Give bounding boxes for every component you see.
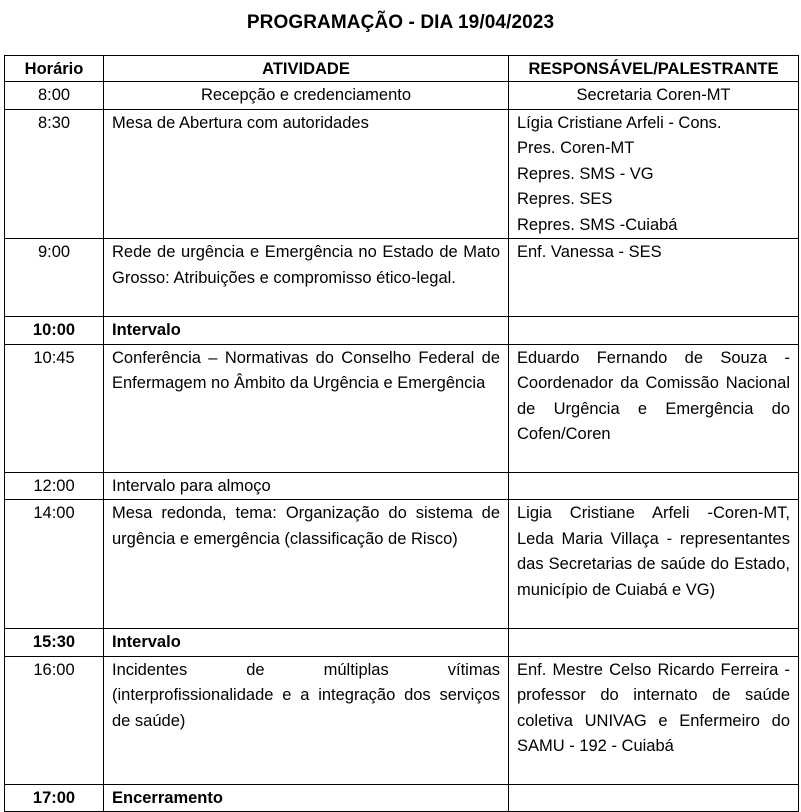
header-activity: ATIVIDADE <box>104 56 509 82</box>
table-row <box>5 239 799 317</box>
row-time: 10:45 <box>5 344 104 472</box>
row-responsible: Enf. Vanessa - SES <box>509 239 799 317</box>
table-header-row <box>5 56 799 82</box>
row-responsible: Secretaria Coren-MT <box>509 82 799 110</box>
schedule-table <box>4 55 799 812</box>
page-title: PROGRAMAÇÃO - DIA 19/04/2023 <box>246 12 555 33</box>
header-time: Horário <box>5 56 104 82</box>
row-responsible <box>509 629 799 657</box>
row-time: 9:00 <box>5 239 104 317</box>
row-responsible: Enf. Mestre Celso Ricardo Ferreira - professor do internato de saúde coletiva UNIVAG e Enfermeiro do SAMU - 192 - Cuiabá <box>509 656 799 784</box>
table-row <box>5 500 799 629</box>
table-row <box>5 472 799 500</box>
row-activity: Conferência – Normativas do Conselho Federal de Enfermagem no Âmbito da Urgência e Emergência <box>104 344 509 472</box>
row-activity: Encerramento <box>104 784 509 812</box>
row-activity: Mesa redonda, tema: Organização do sistema de urgência e emergência (classificação de Risco) <box>104 500 509 629</box>
row-time: 12:00 <box>5 472 104 500</box>
table-row <box>5 784 799 812</box>
table-row <box>5 109 799 239</box>
row-activity: Rede de urgência e Emergência no Estado de Mato Grosso: Atribuições e compromisso ético-legal. <box>104 239 509 317</box>
table-row <box>5 629 799 657</box>
table-row <box>5 317 799 345</box>
table-row <box>5 656 799 784</box>
row-time: 8:00 <box>5 82 104 110</box>
row-time: 15:30 <box>5 629 104 657</box>
row-responsible <box>509 317 799 345</box>
row-responsible: Ligia Cristiane Arfeli -Coren-MT, Leda Maria Villaça - representantes das Secretarias de saúde do Estado, município de Cuiabá e VG) <box>509 500 799 629</box>
row-time: 10:00 <box>5 317 104 345</box>
row-time: 8:30 <box>5 109 104 239</box>
row-responsible <box>509 472 799 500</box>
row-activity: Incidentes de múltiplas vítimas (interprofissionalidade e a integração dos serviços de saúde) <box>104 656 509 784</box>
row-responsible <box>509 784 799 812</box>
table-row <box>5 344 799 472</box>
header-responsible: RESPONSÁVEL/PALESTRANTE <box>509 56 799 82</box>
row-responsible: Lígia Cristiane Arfeli - Cons. Pres. Coren-MT Repres. SMS - VG Repres. SES Repres. SMS -Cuiabá <box>509 109 799 239</box>
table-row <box>5 82 799 110</box>
row-activity: Intervalo <box>104 317 509 345</box>
row-time: 17:00 <box>5 784 104 812</box>
row-activity: Recepção e credenciamento <box>104 82 509 110</box>
row-activity: Intervalo para almoço <box>104 472 509 500</box>
row-activity: Mesa de Abertura com autoridades <box>104 109 509 239</box>
row-activity: Intervalo <box>104 629 509 657</box>
row-time: 14:00 <box>5 500 104 629</box>
row-responsible: Eduardo Fernando de Souza - Coordenador da Comissão Nacional de Urgência e Emergência do Cofen/Coren <box>509 344 799 472</box>
row-time: 16:00 <box>5 656 104 784</box>
